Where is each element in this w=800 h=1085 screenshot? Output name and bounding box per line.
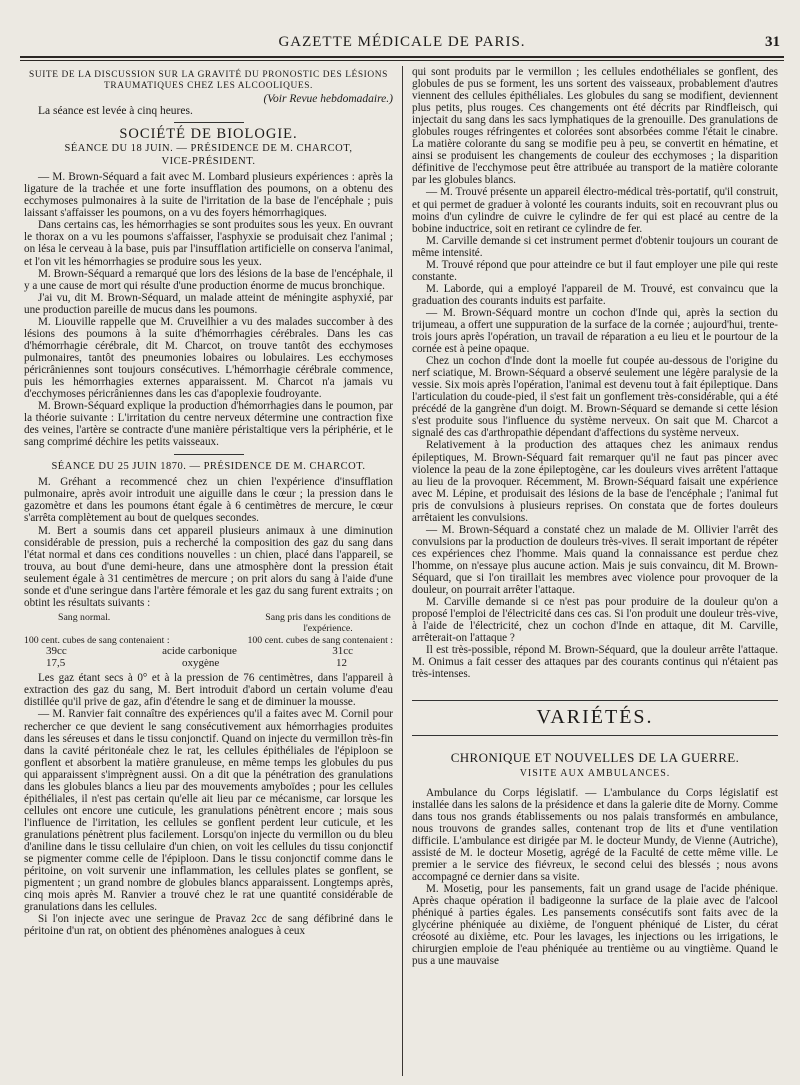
cell-experience: 31cc: [332, 645, 353, 658]
paragraph: Les gaz étant secs à 0° et à la pression de 76 centimètres, dans l'appareil à extraction des gaz du sang, M. Bert introduit d'abord un certain volume d'eau distillée qu'il prive de gaz, afin d'étendre le sang et de diminuer la mousse.: [24, 672, 393, 709]
paragraph: J'ai vu, dit M. Brown-Séquard, un malade atteint de méningite asphyxié, par une production pareille de mucus dans les poumons.: [24, 291, 393, 316]
section-rule: [174, 122, 244, 123]
vice-president: VICE-PRÉSIDENT.: [161, 156, 256, 168]
paragraph: — M. Brown-Séquard a constaté chez un malade de M. Ollivier l'arrêt des convulsions par la production de douleurs très-vives. Il serait important de répéter ces expériences chez l'homme. Mais quand la connaissance est perdue chez l'homme, on n'essaye plus aucune action. Mais je suis convaincu, dit M. Brown-Séquard, que si l'on tiraillait les membres avec violence pour provoquer de la douleur, on pourrait arrêter l'attaque.: [412, 523, 778, 597]
voir-reference: (Voir Revue hebdomadaire.): [263, 93, 393, 105]
paragraph: Si l'on injecte avec une seringue de Pravaz 2cc de sang défibriné dans le péritoine d'un rat, on obtient des phénomènes analogues à ceux: [24, 913, 393, 938]
society-heading: SOCIÉTÉ DE BIOLOGIE.: [119, 126, 298, 143]
varietes-section: [412, 700, 778, 736]
cell-normal: 17,5: [46, 656, 66, 669]
paragraph: — M. Trouvé présente un appareil électro-médical très-portatif, qu'il construit, et qui permet de graduer à volonté les courants induits, soit en recouvrant plus ou moins d'un cylindre de cuivre le cylindre de fer qui est placé au centre de la bobine inductrice, soit en retirant ce cylindre de fer.: [412, 186, 778, 235]
paragraph: M. Bert a soumis dans cet appareil plusieurs animaux à une diminution considérable de pression, puis a recherché la composition des gaz du sang dans l'état normal et dans ces conditions nouvelles : un chien, placé dans l'appareil, se trouva, au bout d'une demi-heure, dans une atmosphère dont la pression était seulement égale à 31 centimètres de mercure ; on prit alors du sang à l'aide d'une sonde et d'une seringue dans l'artère fémorale et les gaz du sang furent extraits ; on obtint les résultats suivants :: [24, 524, 393, 609]
paragraph: M. Mosetig, pour les pansements, fait un grand usage de l'acide phénique. Après chaque opération il badigeonne la surface de la plaie avec de l'alcool phéniqué à parties égales. Les pansements consécutifs sont faits avec de la glycérine phéniquée au dixième, de l'onguent phéniqué de Lister, du cérat créosoté au dixième, etc. Pour les lavages, les injections ou les irrigations, le chirurgien emploie de l'eau phéniquée au trentième ou au vingtième. Quand le pus a une mauvaise: [412, 882, 778, 968]
seance-heading-1: SÉANCE DU 18 JUIN. — PRÉSIDENCE DE M. CHARCOT,: [64, 143, 353, 155]
paragraph: M. Brown-Séquard explique la production d'hémorrhagies dans le poumon, par la théorie suivante : L'irritation du centre nerveux détermine une contraction fixe des veines, l'artère se contracte d'une manière péristaltique vers la périphérie, et le sang comprimé déchire les petits vaisseaux.: [24, 400, 393, 449]
paragraph: Chez un cochon d'Inde dont la moelle fut coupée au-dessous de l'origine du nerf sciatique, M. Brown-Séquard a observé seulement une légère paralysie de la vessie. Six mois après l'opération, l'animal est devenu tout à fait épileptique. Dans l'articulation du coude-pied, il s'est fait un gonflement très-considérable, qui a été précédé de la gangrène d'un doigt. M. Brown-Séquard se demande si cette lésion s'est produite sous l'influence du système nerveux. On sait que M. Charcot a signalé des cas d'arthropathie dépendant d'affections du système nerveux.: [412, 355, 778, 440]
suite-title-line-2: TRAUMATIQUES CHEZ LES ALCOOLIQUES.: [104, 81, 313, 91]
seance-heading-2: SÉANCE DU 25 JUIN 1870. — PRÉSIDENCE DE M. CHARCOT.: [51, 461, 366, 473]
cell-label: acide carbonique: [162, 645, 237, 658]
right-column: [412, 66, 778, 967]
seance-levee: La séance est levée à cinq heures.: [38, 105, 193, 118]
varietes-rule-top: [412, 700, 778, 701]
paragraph: Relativement à la production des attaques chez les animaux rendus épileptiques, M. Brown-Séquard fait remarquer qu'il ne faut pas pincer avec violence la peau de la zone épileptogène, car les douleurs vives arrêtent l'attaque au lieu de la provoquer. Récemment, M. Brown-Séquard faisait une expérience avec M. Lépine, et produisait des lésions de la base de l'encéphale ; l'animal fut pris de convulsions à plusieurs reprises. On constata que de fortes douleurs arrêtaient les convulsions.: [412, 439, 778, 524]
varietes-heading: VARIÉTÉS.: [536, 706, 654, 729]
page-header: [20, 34, 784, 54]
suite-title-line-1: SUITE DE LA DISCUSSION SUR LA GRAVITÉ DU PRONOSTIC DES LÉSIONS: [29, 70, 388, 80]
paragraph: Dans certains cas, les hémorrhagies se sont produites sous les yeux. En ouvrant le thorax on a vu les poumons s'affaisser, l'asphyxie se produisait chez l'animal ; on lésa le cerveau à la base, puis par l'insufflation artificielle on conserva l'animal, et l'on vit les hémorrhagies se produire sous les yeux.: [24, 219, 393, 268]
table-subheader-left: 100 cent. cubes de sang contenaient :: [24, 634, 170, 646]
paragraph: M. Gréhant a recommencé chez un chien l'expérience d'insufflation pulmonaire, après avoir introduit une aiguille dans le cœur ; la pression dans le gazomètre et dans les poumons étant égale à 6 centimètres de mercure, le cœur s'arrêta complètement au bout de quelques secondes.: [24, 476, 393, 525]
paragraph: M. Laborde, qui a employé l'appareil de M. Trouvé, est convaincu que la graduation des courants induits est parfaite.: [412, 282, 778, 307]
paragraph: M. Liouville rappelle que M. Cruveilhier a vu des malades succomber à des lésions des poumons à la suite d'hémorrhagies cérébrales. Dans les cas d'hémorrhagie cérébrale, dit M. Charcot, on trouve tantôt des ecchymoses pulmonaires, tantôt des pneumonies lobaires ou lobulaires. Les ecchymoses péricrâniennes sont toujours consécutives. L'hémorrhagie cérébrale commence, puis les hémorrhagies externes apparaissent. M. Charcot n'a jamais vu d'ecchymoses péricrâniennes dans les cas d'apoplexie foudroyante.: [24, 315, 393, 401]
cell-experience: 12: [335, 656, 347, 669]
cell-label: oxygène: [181, 656, 220, 669]
chronique-heading: CHRONIQUE ET NOUVELLES DE LA GUERRE.: [450, 750, 740, 766]
paragraph: M. Trouvé répond que pour atteindre ce but il faut employer une pile qui reste constante.: [412, 258, 778, 283]
paragraph: — M. Brown-Séquard montre un cochon d'Inde qui, après la section du trijumeau, a offert une suppuration de la surface de la cornée ; aujourd'hui, trente-trois jours après l'opération, un travail de réparation a eu lieu et le pourtour de la cornée est à peine opaque.: [412, 306, 778, 356]
gas-table-header: [24, 612, 393, 635]
table-header-normal: Sang normal.: [58, 611, 111, 623]
cell-normal: 39cc: [46, 645, 67, 658]
paragraph: Il est très-possible, répond M. Brown-Séquard, que la douleur arrête l'attaque. M. Onimus a fait cesser des attaques par des courants continus qui n'étaient pas très-intenses.: [412, 644, 778, 681]
header-rule: [20, 56, 784, 58]
left-column: [24, 66, 393, 937]
paragraph: M. Brown-Séquard a remarqué que lors des lésions de la base de l'encéphale, il y a une cause de mort qui résulte d'une production énorme de mucus bronchique.: [24, 267, 393, 292]
table-header-experience: Sang pris dans les conditions de l'expérience.: [265, 611, 391, 635]
visite-heading: VISITE AUX AMBULANCES.: [519, 768, 671, 780]
page-number: 31: [765, 34, 780, 50]
table-subheader-right: 100 cent. cubes de sang contenaient :: [247, 634, 393, 646]
header-rule-thin: [20, 60, 784, 61]
paragraph: — M. Ranvier fait connaître des expériences qu'il a faites avec M. Cornil pour rechercher ce que devient le sang consécutivement aux hémorrhagies produites dans les séreuses et dans le tissu conjonctif. Quand on injecte du vermillon très-fin dans la cavité péritonéale chez le rat, les cellules épithéliales de l'épiploon se gonflent et absorbent la matière granuleuse, en même temps les globules du pus qui apparaissent s'imprègnent aussi. On a dit que la pénétration des granulations dans les globules blancs a lieu par des mouvements amyboïdes ; pour les cellules épithéliales, il n'est pas certain qu'elle ait lieu par ce mécanisme, car lorsque les cellules ont encore une cuticule, les granulations pénètrent encore ; mais sous l'influence de l'irritation, les cellules se gonflent perdent leur cuticule, et les granulations pénètrent plus facilement. Lorsqu'on injecte du vermillon ou du bleu d'aniline dans le tissu cellulaire d'un chien, on voit les cellules du tissu conjonctif se pigmenter comme celle de l'épiploon. Dans le tissu conjonctif comme dans le péritoine, on voit survenir une inflammation, les cellules plates se gonflent, se pigmentent ; un grand nombre de globules blancs apparaissent. Longtemps après, cinq mois après M. Ranvier a trouvé chez le rat une quantité considérable de granulations dans les cellules.: [24, 708, 393, 914]
section-rule: [174, 454, 244, 455]
gas-table: [24, 612, 393, 670]
paragraph: qui sont produits par le vermillon ; les cellules endothéliales se gonflent, des globules de pus se forment, les uns sortent des vaisseaux, probablement d'autres viennent des cellules épithéliales. Les globules du sang se modifient, deviennent plus petits, plus rouges. Ces changements ont été décrits par Rindfleisch, qui injectait du sang dans les sacs lymphatiques de la grenouille. Des granulations de globules rouges réfringentes et colorées sont absorbées comme l'était le cinabre. La matière colorante du sang se modifie peu à peu, se convertit en hématine, et ainsi se produisent les changements de couleur des ecchymoses ; la disparition définitive de l'ecchymose peut être attribuée au transport de la matière colorante par les globules blancs.: [412, 66, 778, 187]
varietes-rule-bottom: [412, 735, 778, 736]
column-divider: [402, 66, 403, 1076]
paragraph: M. Carville demande si cet instrument permet d'obtenir toujours un courant de même intensité.: [412, 234, 778, 259]
paragraph: M. Carville demande si ce n'est pas pour produire de la douleur qu'on a proposé l'emploi de l'électricité dans ces cas. Si l'on produit une douleur très-vive, à l'aide de l'électricité, chez un cochon d'Inde en attaque, dit M. Carville, arrêterait-on l'attaque ?: [412, 596, 778, 645]
paragraph: Ambulance du Corps législatif. — L'ambulance du Corps législatif est installée dans les salons de la présidence et dans la galerie dite de Morny. Comme dans tous nos grands établissements ou nos palais transformés en ambulance, nous trouvons de grandes salles, contenant trop de lits et d'une ventilation difficile. L'ambulance est dirigée par M. le docteur Mundy, de Vienne (Autriche), assisté de M. le docteur Mosetig, agrégé de la Faculté de cette même ville. Le premier a le service des fiévreux, le second celui des blessés ; nous avons accompagné ce dernier dans sa visite.: [412, 786, 778, 883]
paragraph: — M. Brown-Séquard a fait avec M. Lombard plusieurs expériences : après la ligature de la trachée et une forte insufflation des poumons, on a obtenu des ecchymoses pulmonaires à la suite de l'irritation de la base de l'encéphale ; puis laissant s'affaisser les poumons, on a vu des foyers hémorrhagiques.: [24, 171, 393, 220]
running-title: GAZETTE MÉDICALE DE PARIS.: [278, 34, 526, 50]
table-row: [24, 658, 393, 670]
